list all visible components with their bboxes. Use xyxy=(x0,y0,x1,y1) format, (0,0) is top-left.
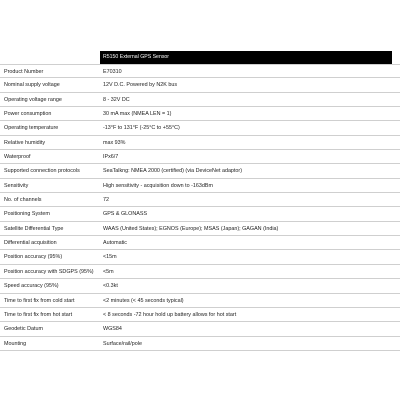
table-row xyxy=(0,164,400,178)
table-row xyxy=(0,222,400,236)
spec-value: <0.3kt xyxy=(103,283,118,290)
spec-value: 12V D.C. Powered by N2K bus xyxy=(103,82,178,89)
table-row xyxy=(0,308,400,322)
spec-label: Differential acquisition xyxy=(4,240,57,247)
spec-value: -13°F to 131°F (-25°C to +55°C) xyxy=(103,125,180,132)
spec-label: Satellite Differential Type xyxy=(4,225,64,232)
spec-label: Nominal supply voltage xyxy=(4,82,60,89)
spec-label: Relative humidity xyxy=(4,139,46,146)
spec-label: Speed accuracy (95%) xyxy=(4,283,59,290)
table-row xyxy=(0,179,400,193)
spec-label: No. of channels xyxy=(4,197,42,204)
spec-value: E70310 xyxy=(103,69,122,75)
spec-value: < 8 seconds -72 hour hold up battery allows for hot start xyxy=(103,311,237,318)
spec-value: max 93% xyxy=(103,139,126,146)
spec-value: 8 - 32V DC xyxy=(103,96,130,103)
spec-value: WAAS (United States); EGNOS (Europe); MSAS (Japan); GAGAN (India) xyxy=(103,225,279,232)
spec-value: High sensitivity - acquisition down to -163dBm xyxy=(103,182,213,189)
spec-label: Positioning System xyxy=(4,211,50,218)
spec-value: <2 minutes (< 45 seconds typical) xyxy=(103,297,184,304)
spec-label: Sensitivity xyxy=(4,182,29,189)
spec-label: Position accuracy with SDGPS (95%) xyxy=(4,268,94,275)
table-row xyxy=(0,236,400,250)
spec-label: Power consumption xyxy=(4,111,52,118)
spec-value: GPS & GLONASS xyxy=(103,211,148,218)
spec-label: Time to first fix from cold start xyxy=(4,297,75,304)
table-row xyxy=(0,207,400,221)
spec-value: Surface/rail/pole xyxy=(103,340,142,347)
spec-label: Position accuracy (95%) xyxy=(4,254,63,261)
header-spacer xyxy=(0,51,100,64)
spec-value: <5m xyxy=(103,268,114,275)
spec-label: Operating voltage range xyxy=(4,96,62,103)
spec-label: Waterproof xyxy=(4,154,31,161)
spec-rows xyxy=(0,64,400,351)
table-row xyxy=(0,150,400,164)
table-row xyxy=(0,93,400,107)
spec-value: <15m xyxy=(103,254,117,261)
table-row xyxy=(0,193,400,207)
spec-value: 72 xyxy=(103,197,109,204)
spec-value: 30 mA max (NMEA LEN = 1) xyxy=(103,111,172,118)
table-row xyxy=(0,121,400,135)
table-row xyxy=(0,322,400,336)
spec-label: Operating temperature xyxy=(4,125,59,132)
spec-label: Geodetic Datum xyxy=(4,326,43,333)
table-row xyxy=(0,64,400,78)
table-row xyxy=(0,337,400,351)
table-row xyxy=(0,107,400,121)
spec-label: Mounting xyxy=(4,340,27,347)
spec-value: SeaTalkng: NMEA 2000 (certified) (via DeviceNet adaptor) xyxy=(103,168,243,175)
spec-value: Automatic xyxy=(103,240,127,247)
table-row xyxy=(0,294,400,308)
spec-label: Time to first fix from hot start xyxy=(4,311,73,318)
spec-value: IPx6/7 xyxy=(103,154,119,161)
spec-label: Supported connection protocols xyxy=(4,168,80,175)
spec-table-header-row xyxy=(0,51,400,64)
table-row xyxy=(0,265,400,279)
table-row xyxy=(0,136,400,150)
table-row xyxy=(0,279,400,293)
spec-value: WGS84 xyxy=(103,326,122,333)
table-row xyxy=(0,250,400,264)
spec-table xyxy=(0,51,400,351)
table-row xyxy=(0,78,400,92)
product-title: R5150 External GPS Sensor xyxy=(100,51,392,64)
spec-label: Product Number xyxy=(4,69,44,75)
